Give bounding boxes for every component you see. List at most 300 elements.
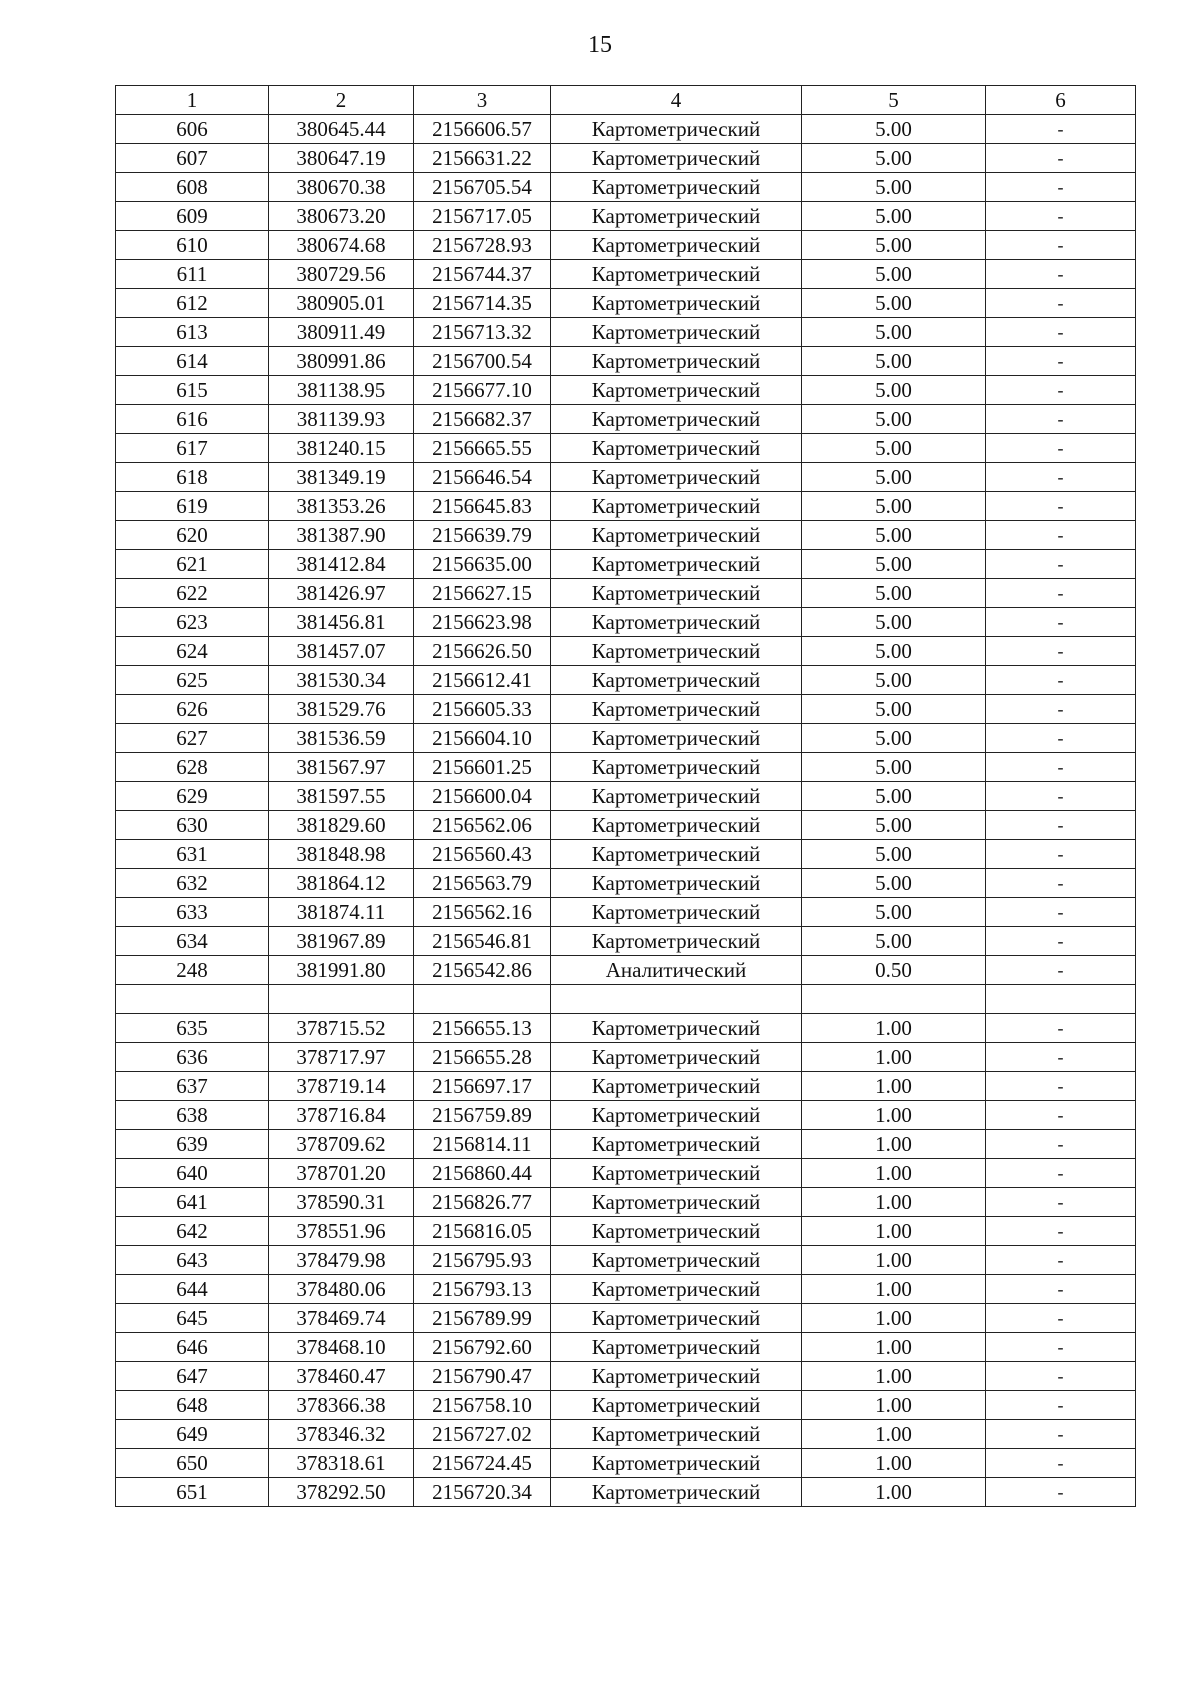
cell-y-coordinate: 2156677.10 [414,376,551,405]
table-row [116,840,1136,869]
cell-note: - [986,289,1136,318]
cell-point-number: 617 [116,434,269,463]
cell-x-coordinate: 378480.06 [269,1275,414,1304]
cell-note: - [986,1188,1136,1217]
table-row [116,1362,1136,1391]
cell-accuracy: 1.00 [802,1478,986,1507]
cell-x-coordinate: 380647.19 [269,144,414,173]
cell-note: - [986,1159,1136,1188]
cell-point-number: 628 [116,753,269,782]
cell-x-coordinate: 378292.50 [269,1478,414,1507]
table-row [116,637,1136,666]
cell-accuracy: 5.00 [802,753,986,782]
cell-method: Картометрический [551,753,802,782]
cell-y-coordinate: 2156645.83 [414,492,551,521]
header-cell-1: 1 [116,86,269,115]
table-row [116,898,1136,927]
table-row [116,521,1136,550]
cell-y-coordinate: 2156563.79 [414,869,551,898]
table-row [116,492,1136,521]
cell-point-number: 626 [116,695,269,724]
cell-note: - [986,318,1136,347]
header-cell-6: 6 [986,86,1136,115]
cell-y-coordinate: 2156758.10 [414,1391,551,1420]
cell-method: Картометрический [551,521,802,550]
cell-x-coordinate: 378469.74 [269,1304,414,1333]
cell-note: - [986,1391,1136,1420]
cell-point-number: 615 [116,376,269,405]
cell-note: - [986,1072,1136,1101]
cell-accuracy: 1.00 [802,1072,986,1101]
table-row [116,202,1136,231]
cell-method: Картометрический [551,1478,802,1507]
cell-y-coordinate: 2156759.89 [414,1101,551,1130]
cell-x-coordinate: 381138.95 [269,376,414,405]
cell-method: Картометрический [551,1420,802,1449]
cell-accuracy: 5.00 [802,608,986,637]
table-row [116,1275,1136,1304]
cell-note: - [986,869,1136,898]
cell-accuracy: 5.00 [802,695,986,724]
cell-point-number: 645 [116,1304,269,1333]
table-row [116,1391,1136,1420]
cell-note: - [986,724,1136,753]
cell-note: - [986,1478,1136,1507]
cell-x-coordinate: 380991.86 [269,347,414,376]
cell-accuracy: 1.00 [802,1420,986,1449]
cell-method: Картометрический [551,869,802,898]
cell-x-coordinate: 381567.97 [269,753,414,782]
cell-point-number: 619 [116,492,269,521]
cell-y-coordinate: 2156665.55 [414,434,551,463]
cell-x-coordinate: 381387.90 [269,521,414,550]
cell-x-coordinate: 378716.84 [269,1101,414,1130]
page-number: 15 [588,32,612,58]
cell-point-number: 625 [116,666,269,695]
cell-accuracy: 5.00 [802,347,986,376]
cell-accuracy: 1.00 [802,1014,986,1043]
cell-y-coordinate: 2156600.04 [414,782,551,811]
cell-y-coordinate: 2156814.11 [414,1130,551,1159]
cell-point-number: 651 [116,1478,269,1507]
table-row [116,753,1136,782]
cell-note: - [986,115,1136,144]
cell-note: - [986,521,1136,550]
cell-accuracy: 1.00 [802,1333,986,1362]
cell-method: Картометрический [551,1188,802,1217]
cell-point-number: 612 [116,289,269,318]
cell-note: - [986,434,1136,463]
cell-accuracy: 1.00 [802,1043,986,1072]
cell-point-number: 618 [116,463,269,492]
cell-note: - [986,637,1136,666]
cell-method [551,985,802,1014]
cell-method: Картометрический [551,1333,802,1362]
cell-method: Картометрический [551,840,802,869]
cell-accuracy [802,985,986,1014]
cell-y-coordinate: 2156639.79 [414,521,551,550]
cell-y-coordinate: 2156727.02 [414,1420,551,1449]
cell-method: Картометрический [551,579,802,608]
cell-accuracy: 5.00 [802,811,986,840]
cell-method: Картометрический [551,1391,802,1420]
cell-x-coordinate: 381456.81 [269,608,414,637]
table-row [116,695,1136,724]
cell-method: Картометрический [551,260,802,289]
cell-point-number: 607 [116,144,269,173]
cell-y-coordinate: 2156655.28 [414,1043,551,1072]
cell-accuracy: 5.00 [802,898,986,927]
table-row [116,463,1136,492]
cell-note: - [986,753,1136,782]
table-row [116,1333,1136,1362]
table-row [116,405,1136,434]
table-row [116,1101,1136,1130]
cell-method: Аналитический [551,956,802,985]
cell-y-coordinate: 2156826.77 [414,1188,551,1217]
cell-note: - [986,1043,1136,1072]
cell-accuracy: 5.00 [802,173,986,202]
cell-y-coordinate: 2156860.44 [414,1159,551,1188]
cell-method: Картометрический [551,1246,802,1275]
cell-y-coordinate: 2156790.47 [414,1362,551,1391]
cell-note: - [986,347,1136,376]
cell-note: - [986,956,1136,985]
header-row [116,86,1136,115]
cell-point-number: 641 [116,1188,269,1217]
cell-method: Картометрический [551,1275,802,1304]
cell-note: - [986,1420,1136,1449]
cell-method: Картометрический [551,173,802,202]
cell-y-coordinate [414,985,551,1014]
cell-note: - [986,608,1136,637]
cell-x-coordinate: 381874.11 [269,898,414,927]
cell-point-number: 636 [116,1043,269,1072]
table-row [116,260,1136,289]
cell-point-number: 639 [116,1130,269,1159]
cell-accuracy: 5.00 [802,202,986,231]
cell-method: Картометрический [551,898,802,927]
cell-x-coordinate: 378717.97 [269,1043,414,1072]
table-row [116,347,1136,376]
cell-note: - [986,811,1136,840]
cell-x-coordinate: 381536.59 [269,724,414,753]
cell-method: Картометрический [551,666,802,695]
cell-point-number: 635 [116,1014,269,1043]
cell-accuracy: 5.00 [802,550,986,579]
cell-y-coordinate: 2156682.37 [414,405,551,434]
cell-accuracy: 5.00 [802,376,986,405]
table-row [116,115,1136,144]
table-row [116,1188,1136,1217]
cell-accuracy: 1.00 [802,1101,986,1130]
cell-method: Картометрический [551,202,802,231]
cell-note [986,985,1136,1014]
cell-y-coordinate: 2156605.33 [414,695,551,724]
cell-point-number: 633 [116,898,269,927]
cell-method: Картометрический [551,144,802,173]
cell-y-coordinate: 2156606.57 [414,115,551,144]
cell-y-coordinate: 2156700.54 [414,347,551,376]
cell-accuracy: 5.00 [802,405,986,434]
cell-x-coordinate: 378551.96 [269,1217,414,1246]
table-row [116,956,1136,985]
cell-note: - [986,1304,1136,1333]
cell-note: - [986,840,1136,869]
cell-y-coordinate: 2156655.13 [414,1014,551,1043]
cell-x-coordinate: 380673.20 [269,202,414,231]
cell-point-number: 606 [116,115,269,144]
cell-accuracy: 1.00 [802,1275,986,1304]
table-row [116,1478,1136,1507]
cell-note: - [986,202,1136,231]
cell-accuracy: 1.00 [802,1217,986,1246]
cell-y-coordinate: 2156724.45 [414,1449,551,1478]
cell-note: - [986,898,1136,927]
table-row [116,1159,1136,1188]
table-row [116,1420,1136,1449]
cell-y-coordinate: 2156713.32 [414,318,551,347]
cell-y-coordinate: 2156793.13 [414,1275,551,1304]
cell-point-number: 622 [116,579,269,608]
cell-x-coordinate: 380905.01 [269,289,414,318]
table-row [116,434,1136,463]
cell-method: Картометрический [551,231,802,260]
cell-y-coordinate: 2156562.06 [414,811,551,840]
table-row [116,869,1136,898]
cell-method: Картометрический [551,318,802,347]
table-row [116,173,1136,202]
cell-accuracy: 5.00 [802,231,986,260]
cell-method: Картометрический [551,1014,802,1043]
cell-y-coordinate: 2156626.50 [414,637,551,666]
table-row [116,1449,1136,1478]
table-row [116,376,1136,405]
cell-x-coordinate: 378366.38 [269,1391,414,1420]
cell-y-coordinate: 2156601.25 [414,753,551,782]
cell-point-number: 643 [116,1246,269,1275]
cell-x-coordinate: 378701.20 [269,1159,414,1188]
cell-accuracy: 5.00 [802,144,986,173]
cell-method: Картометрический [551,811,802,840]
cell-method: Картометрический [551,405,802,434]
cell-method: Картометрический [551,1449,802,1478]
header-cell-5: 5 [802,86,986,115]
cell-accuracy: 1.00 [802,1130,986,1159]
cell-note: - [986,1130,1136,1159]
cell-y-coordinate: 2156792.60 [414,1333,551,1362]
cell-note: - [986,1014,1136,1043]
cell-accuracy: 5.00 [802,260,986,289]
header-cell-3: 3 [414,86,551,115]
cell-method: Картометрический [551,1362,802,1391]
cell-accuracy: 5.00 [802,521,986,550]
cell-accuracy: 5.00 [802,637,986,666]
table-row [116,985,1136,1014]
cell-note: - [986,1101,1136,1130]
cell-x-coordinate: 380674.68 [269,231,414,260]
cell-point-number: 614 [116,347,269,376]
cell-method: Картометрический [551,724,802,753]
cell-y-coordinate: 2156542.86 [414,956,551,985]
cell-accuracy: 5.00 [802,579,986,608]
table-row [116,1043,1136,1072]
cell-y-coordinate: 2156697.17 [414,1072,551,1101]
cell-point-number: 629 [116,782,269,811]
cell-note: - [986,1333,1136,1362]
cell-method: Картометрический [551,289,802,318]
cell-method: Картометрический [551,550,802,579]
cell-y-coordinate: 2156560.43 [414,840,551,869]
cell-point-number: 631 [116,840,269,869]
cell-y-coordinate: 2156646.54 [414,463,551,492]
cell-note: - [986,579,1136,608]
table-row [116,1217,1136,1246]
cell-note: - [986,492,1136,521]
cell-y-coordinate: 2156604.10 [414,724,551,753]
cell-point-number: 640 [116,1159,269,1188]
cell-note: - [986,550,1136,579]
cell-y-coordinate: 2156714.35 [414,289,551,318]
cell-accuracy: 5.00 [802,318,986,347]
cell-y-coordinate: 2156635.00 [414,550,551,579]
cell-x-coordinate: 380670.38 [269,173,414,202]
cell-point-number: 609 [116,202,269,231]
cell-note: - [986,231,1136,260]
cell-note: - [986,1275,1136,1304]
cell-accuracy: 5.00 [802,463,986,492]
cell-x-coordinate: 381829.60 [269,811,414,840]
cell-accuracy: 1.00 [802,1391,986,1420]
cell-accuracy: 5.00 [802,434,986,463]
cell-point-number: 613 [116,318,269,347]
cell-x-coordinate: 378318.61 [269,1449,414,1478]
cell-y-coordinate: 2156623.98 [414,608,551,637]
cell-y-coordinate: 2156720.34 [414,1478,551,1507]
cell-point-number: 634 [116,927,269,956]
cell-accuracy: 1.00 [802,1246,986,1275]
cell-accuracy: 5.00 [802,492,986,521]
cell-point-number: 610 [116,231,269,260]
cell-note: - [986,260,1136,289]
table-row [116,550,1136,579]
cell-method: Картометрический [551,115,802,144]
cell-x-coordinate: 378709.62 [269,1130,414,1159]
cell-point-number: 647 [116,1362,269,1391]
cell-accuracy: 1.00 [802,1449,986,1478]
cell-note: - [986,463,1136,492]
table-row [116,811,1136,840]
cell-point-number: 616 [116,405,269,434]
cell-point-number: 624 [116,637,269,666]
cell-x-coordinate: 381457.07 [269,637,414,666]
table-row [116,318,1136,347]
cell-x-coordinate: 381426.97 [269,579,414,608]
cell-x-coordinate: 378479.98 [269,1246,414,1275]
cell-y-coordinate: 2156631.22 [414,144,551,173]
cell-point-number: 642 [116,1217,269,1246]
table-row [116,1304,1136,1333]
cell-note: - [986,405,1136,434]
cell-method: Картометрический [551,1217,802,1246]
cell-point-number: 649 [116,1420,269,1449]
cell-y-coordinate: 2156705.54 [414,173,551,202]
cell-accuracy: 1.00 [802,1159,986,1188]
cell-method: Картометрический [551,347,802,376]
cell-x-coordinate: 381991.80 [269,956,414,985]
cell-point-number [116,985,269,1014]
cell-point-number: 650 [116,1449,269,1478]
cell-y-coordinate: 2156717.05 [414,202,551,231]
cell-method: Картометрический [551,1043,802,1072]
cell-accuracy: 5.00 [802,840,986,869]
cell-accuracy: 5.00 [802,666,986,695]
cell-method: Картометрический [551,376,802,405]
cell-point-number: 248 [116,956,269,985]
cell-note: - [986,1362,1136,1391]
cell-y-coordinate: 2156627.15 [414,579,551,608]
cell-x-coordinate: 381530.34 [269,666,414,695]
cell-y-coordinate: 2156795.93 [414,1246,551,1275]
cell-accuracy: 1.00 [802,1362,986,1391]
header-cell-4: 4 [551,86,802,115]
cell-point-number: 623 [116,608,269,637]
cell-y-coordinate: 2156612.41 [414,666,551,695]
cell-accuracy: 5.00 [802,782,986,811]
cell-note: - [986,1449,1136,1478]
cell-accuracy: 1.00 [802,1304,986,1333]
cell-x-coordinate: 381848.98 [269,840,414,869]
cell-x-coordinate: 381412.84 [269,550,414,579]
cell-accuracy: 1.00 [802,1188,986,1217]
cell-note: - [986,1246,1136,1275]
cell-accuracy: 0.50 [802,956,986,985]
cell-point-number: 621 [116,550,269,579]
table-row [116,724,1136,753]
cell-x-coordinate: 380911.49 [269,318,414,347]
cell-note: - [986,376,1136,405]
cell-point-number: 637 [116,1072,269,1101]
cell-y-coordinate: 2156562.16 [414,898,551,927]
cell-method: Картометрический [551,927,802,956]
cell-accuracy: 5.00 [802,724,986,753]
cell-method: Картометрический [551,1130,802,1159]
cell-point-number: 644 [116,1275,269,1304]
cell-x-coordinate: 381597.55 [269,782,414,811]
cell-x-coordinate [269,985,414,1014]
cell-x-coordinate: 381240.15 [269,434,414,463]
cell-note: - [986,144,1136,173]
cell-note: - [986,927,1136,956]
table-body [116,86,1136,1507]
cell-method: Картометрический [551,637,802,666]
cell-x-coordinate: 381967.89 [269,927,414,956]
cell-point-number: 648 [116,1391,269,1420]
cell-y-coordinate: 2156816.05 [414,1217,551,1246]
table-row [116,782,1136,811]
cell-y-coordinate: 2156789.99 [414,1304,551,1333]
cell-x-coordinate: 378715.52 [269,1014,414,1043]
cell-note: - [986,173,1136,202]
cell-accuracy: 5.00 [802,289,986,318]
cell-point-number: 608 [116,173,269,202]
cell-x-coordinate: 381353.26 [269,492,414,521]
table-row [116,927,1136,956]
cell-x-coordinate: 378468.10 [269,1333,414,1362]
cell-x-coordinate: 380645.44 [269,115,414,144]
cell-accuracy: 5.00 [802,115,986,144]
table-row [116,608,1136,637]
